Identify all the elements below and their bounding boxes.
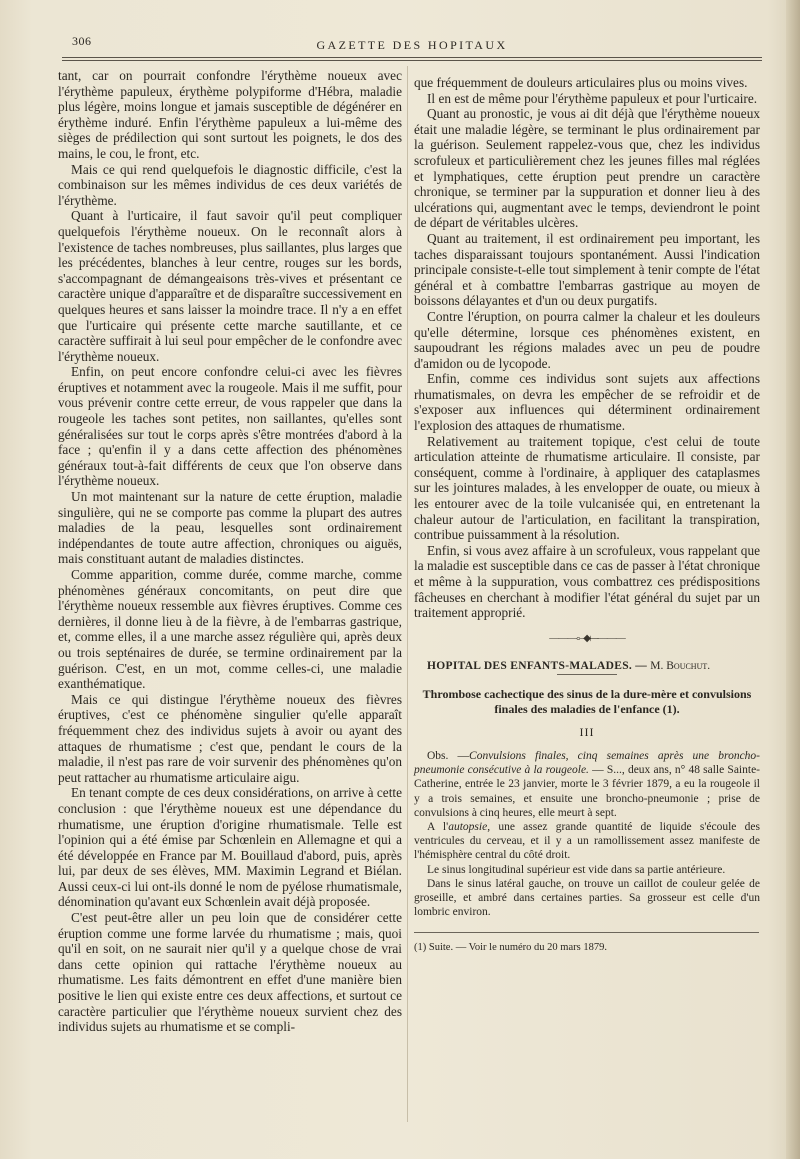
section-heading [414, 659, 760, 675]
footnote-rule [414, 932, 759, 933]
paragraph: En tenant compte de ces deux considérations, on arrive à cette conclusion : que l'érythème noueux est une dépendance du rhumatisme, une éruption d'origine rhumatismale. Telle est l'opinion qui a été émise par Schœnlein en Allemagne et qui a été développée en France par M. Bouillaud d'abord, puis, après lui, par deux de ses élèves, MM. Maximin Legrand et Biélan. Aussi ceux-ci lui ont-ils donné le nom de pyélose rhumatismale, dénomination qu'avant eux Schœnlein avait déjà proposée. [58, 785, 402, 910]
autopsy-word: autopsie [448, 820, 488, 833]
autopsy-paragraph [414, 820, 760, 863]
journal-title: GAZETTE DES HOPITAUX [316, 38, 508, 52]
paragraph: Mais ce qui rend quelquefois le diagnostic difficile, c'est la combinaison sur les mêmes individus de ces deux variétés de l'érythème. [58, 161, 402, 208]
section-author: M. Bouchut. [650, 659, 711, 672]
ornament-divider: ———⟜◆⟝——— [549, 632, 625, 644]
footnote: (1) Suite. — Voir le numéro du 20 mars 1879. [414, 942, 607, 954]
left-column [58, 68, 402, 1035]
paragraph: Contre l'éruption, on pourra calmer la chaleur et les douleurs qu'elle détermine, lorsque ces phénomènes existent, en saupoudrant les régions malades avec un peu de poudre d'amidon ou de lycopode. [414, 308, 760, 371]
paragraph: C'est peut-être aller un peu loin que de considérer cette éruption comme une forme larvée du rhumatisme ; mais, quoi qu'il en soit, on ne saurait nier qu'il y a quelque chose de vrai dans cette opinion qui rattache l'érythème noueux au rhumatisme. Les faits démontrent en effet d'une manière bien positive le lien qui existe entre ces deux affections, et surtout ce caractère particulier que l'érythème noueux survient chez des individus sujets au rhumatisme et se compli- [58, 910, 402, 1035]
paragraph: Il en est de même pour l'érythème papuleux et pour l'urticaire. [427, 90, 758, 106]
column-separator [407, 66, 408, 1122]
paragraph: Quant au pronostic, je vous ai dit déjà que l'érythème noueux était une maladie légère, se terminant le plus ordinairement par la guérison. Seulement rappelez-vous que, chez les individus scrofuleux et particulièrement chez les jeunes filles mal réglées et lymphatiques, cette éruption peut prendre un caractère chronique, se terminer par la suppuration et donner lieu à des ulcérations qui, augmentant avec le temps, deviendront le point de départ de véritables ulcères. [414, 106, 760, 231]
hospital-name: HOPITAL DES ENFANTS-MALADES. — [427, 659, 648, 672]
obs-label: Obs. — [427, 749, 470, 762]
paragraph: Quant à l'urticaire, il faut savoir qu'il peut compliquer quelquefois l'érythème noueux. On le reconnaît alors à l'existence de taches nombreuses, plus saillantes, plus larges que les précédentes, blanches à leur centre, rouges sur les bords, s'accompagnant de démangeaisons très-vives et présentant ce caractère unique d'apparaître et de disparaître successivement en quelques heures et sans laisser la moindre trace. Il n'y a en effet que l'urticaire qui présente cette marche sautillante, et ce caractère suffirait à lui seul pour empêcher de le confondre avec l'érythème noueux. [58, 208, 402, 364]
paragraph: Dans le sinus latéral gauche, on trouve un caillot de couleur gelée de groseille, et ambré dans certaines parties. Sa grosseur est celle d'un lombric environ. [414, 877, 760, 919]
paragraph: Comme apparition, comme durée, comme marche, comme phénomènes généraux concomitants, on peut dire que l'érythème noueux ressemble aux fièvres éruptives. Comme ces dernières, il donne lieu à de la fièvre, à de l'embarras gastrique, et, comme elles, il a une marche assez régulière qui, après deux ou trois septénaires de durée, se termine ordinairement par la guérison. C'est, en un mot, comme celles-ci, une maladie exanthématique. [58, 567, 402, 692]
observation-paragraph [414, 749, 760, 820]
paragraph: Le sinus longitudinal supérieur est vide dans sa partie antérieure. [427, 863, 726, 876]
paragraph: Enfin, on peut encore confondre celui-ci avec les fièvres éruptives et notamment avec la rougeole. Mais il me suffit, pour vous prévenir contre cette erreur, de vous rappeler que dans la rougeole les taches sont petites, non saillantes, qu'elles sont généralisées sur tout le corps après s'être montrées d'abord à la face ; qu'enfin il y a dans cette affection des phénomènes généraux tout-à-fait différents de ceux que l'on observe dans l'érythème noueux. [58, 364, 402, 489]
paragraph: Quant au traitement, il est ordinairement peu important, les taches disparaissant toujours spontanément. Aussi l'indication principale consiste-t-elle tout simplement à tenir compte de l'état général et à combattre l'embarras gastrique au moyen de boissons délayantes et d'un ou deux purgatifs. [414, 230, 760, 309]
autopsy-label: A l' [427, 820, 449, 833]
paragraph: tant, car on pourrait confondre l'érythème noueux avec l'érythème papuleux, érythème polypiforme d'Hébra, maladie plus légère, moins longue et jamais susceptible de dégénérer en érythème induré. Enfin l'érythème papuleux a lui-même des sièges de prédilection qui sont surtout les poignets, le dos des mains, le cou, le front, etc. [58, 68, 402, 161]
part-number: III [579, 725, 595, 740]
obs-title: Convulsions finales, cinq semaines après une broncho-pneumonie consécutive à la rougeole. [414, 749, 760, 777]
header-rule [62, 57, 762, 58]
paragraph: Mais ce qui distingue l'érythème noueux des fièvres éruptives, c'est ce phénomène singulier qu'elle apparaît fréquemment chez des individus sujets à avoir ou ayant des attaques de rhumatisme ; c'est que, pendant le cours de la maladie, il n'est pas rare de voir survenir des phénomènes qu'on peut rattacher au rhumatisme articulaire aigu. [58, 691, 402, 785]
article-title: Thrombose cachectique des sinus de la dure-mère et convulsions finales des maladies de l'enfance (1). [422, 687, 752, 717]
page-header [62, 34, 762, 56]
paragraph: Relativement au traitement topique, c'est celui de toute articulation atteinte de rhumatisme articulaire. Il consiste, par conséquent, comme à l'ordinaire, à appliquer des cataplasmes sur les jointures malades, à les envelopper de ouate, ou mieux à les entourer avec de la toile vulcanisée qui, en entretenant la chaleur autour de l'articulation, en facilitant la transpiration, contribue puissamment à la résolution. [414, 433, 760, 543]
header-rule-double [62, 60, 762, 61]
autopsy-text: , une assez grande quantité de liquide s'écoule des ventricules du cerveau, et il y a un ramollissement assez manifeste de l'hémisphère central du côté droit. [414, 820, 760, 862]
paragraph: que fréquemment de douleurs articulaires plus ou moins vives. [414, 75, 748, 90]
short-rule [557, 674, 617, 675]
observation-block [414, 749, 760, 919]
page-edge [786, 0, 800, 1159]
paragraph: Enfin, si vous avez affaire à un scrofuleux, vous rappelant que la maladie est susceptible dans ce cas de passer à l'état chronique et même à la suppuration, vous combattrez ces prédispositions fâcheuses en cherchant à modifier l'état général du sujet par un traitement approprié. [414, 542, 760, 621]
paragraph: Un mot maintenant sur la nature de cette éruption, maladie singulière, qui ne se comporte pas comme la plupart des autres maladies de la peau, lesquelles sont ordinairement indépendantes de toute autre affection, chroniques ou aiguës, mais constituant autant de maladies distinctes. [58, 489, 402, 567]
obs-text: — S..., deux ans, n° 48 salle Sainte-Catherine, entrée le 23 janvier, morte le 3 février 1879, a eu la rougeole il y a trois semaines, et ensuite une broncho-pneumonie ; prise de convulsions à cinq heures, elle meurt à sept. [414, 764, 761, 819]
paragraph: Enfin, comme ces individus sont sujets aux affections rhumatismales, on devra les empêcher de se refroidir et de s'exposer aux influences qui déterminent ordinairement l'explosion des attaques de rhumatisme. [414, 371, 760, 434]
page-number: 306 [72, 34, 92, 48]
right-column [414, 75, 760, 954]
